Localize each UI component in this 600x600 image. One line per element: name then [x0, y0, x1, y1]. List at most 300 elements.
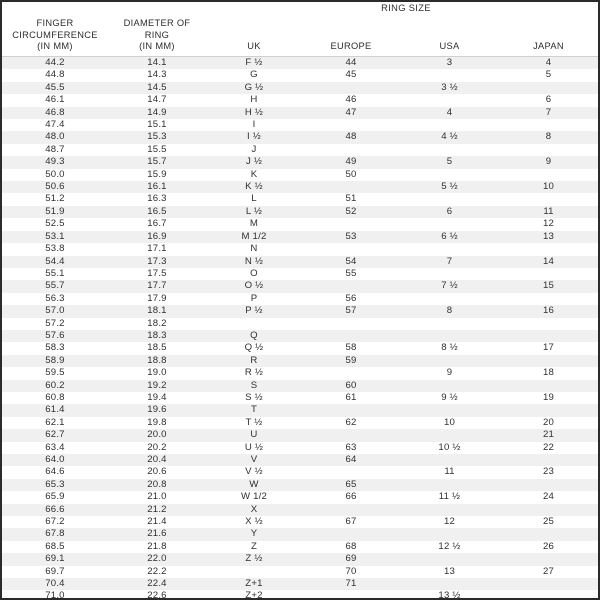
cell-japan: 4	[499, 57, 598, 70]
table-row	[2, 243, 598, 255]
cell-uk: J	[206, 144, 302, 156]
cell-europe	[302, 504, 400, 516]
cell-uk: L ½	[206, 206, 302, 218]
cell-japan: 19	[499, 392, 598, 404]
table-row	[2, 169, 598, 181]
cell-finger-circumference: 53.1	[2, 231, 108, 243]
table-row	[2, 590, 598, 600]
cell-japan: 13	[499, 231, 598, 243]
cell-japan: 14	[499, 256, 598, 268]
cell-finger-circumference: 56.3	[2, 293, 108, 305]
cell-japan: 10	[499, 181, 598, 193]
cell-diameter-of-ring: 21.8	[108, 541, 206, 553]
cell-usa: 5 ½	[400, 181, 499, 193]
cell-europe	[302, 119, 400, 131]
cell-usa: 10	[400, 417, 499, 429]
cell-uk: T ½	[206, 417, 302, 429]
cell-europe: 68	[302, 541, 400, 553]
cell-uk: S ½	[206, 392, 302, 404]
cell-finger-circumference: 48.7	[2, 144, 108, 156]
cell-europe	[302, 528, 400, 540]
table-row	[2, 466, 598, 478]
cell-finger-circumference: 67.2	[2, 516, 108, 528]
cell-europe: 62	[302, 417, 400, 429]
table-row	[2, 504, 598, 516]
cell-japan: 21	[499, 429, 598, 441]
table-row	[2, 429, 598, 441]
cell-europe: 51	[302, 193, 400, 205]
cell-japan: 25	[499, 516, 598, 528]
cell-europe: 63	[302, 442, 400, 454]
cell-europe: 58	[302, 342, 400, 354]
cell-usa: 8 ½	[400, 342, 499, 354]
cell-europe: 67	[302, 516, 400, 528]
cell-finger-circumference: 66.6	[2, 504, 108, 516]
cell-japan	[499, 243, 598, 255]
table-row	[2, 256, 598, 268]
cell-diameter-of-ring: 19.0	[108, 367, 206, 379]
title-band	[2, 2, 598, 15]
cell-europe	[302, 466, 400, 478]
cell-japan	[499, 528, 598, 540]
cell-europe: 70	[302, 566, 400, 578]
cell-japan	[499, 404, 598, 416]
table-row	[2, 305, 598, 317]
cell-finger-circumference: 70.4	[2, 578, 108, 590]
cell-japan: 18	[499, 367, 598, 379]
cell-diameter-of-ring: 20.6	[108, 466, 206, 478]
cell-europe: 53	[302, 231, 400, 243]
cell-finger-circumference: 65.9	[2, 491, 108, 503]
cell-europe	[302, 330, 400, 342]
table-row	[2, 342, 598, 354]
cell-usa	[400, 380, 499, 392]
cell-finger-circumference: 53.8	[2, 243, 108, 255]
cell-europe	[302, 280, 400, 292]
cell-uk: X	[206, 504, 302, 516]
cell-usa: 4	[400, 107, 499, 119]
cell-diameter-of-ring: 21.4	[108, 516, 206, 528]
cell-uk	[206, 566, 302, 578]
table-row	[2, 491, 598, 503]
cell-finger-circumference: 50.6	[2, 181, 108, 193]
cell-uk: O	[206, 268, 302, 280]
column-header-europe	[302, 15, 400, 57]
cell-usa	[400, 94, 499, 106]
table-row	[2, 355, 598, 367]
cell-uk: P	[206, 293, 302, 305]
cell-uk: V	[206, 454, 302, 466]
table-row	[2, 380, 598, 392]
column-header-line: RING	[144, 29, 170, 40]
cell-uk: I ½	[206, 131, 302, 143]
cell-europe	[302, 218, 400, 230]
cell-diameter-of-ring: 16.1	[108, 181, 206, 193]
cell-finger-circumference: 58.3	[2, 342, 108, 354]
cell-uk: P ½	[206, 305, 302, 317]
cell-europe: 71	[302, 578, 400, 590]
cell-usa: 13	[400, 566, 499, 578]
cell-finger-circumference: 45.5	[2, 82, 108, 94]
cell-japan	[499, 144, 598, 156]
cell-usa: 7 ½	[400, 280, 499, 292]
table-row	[2, 218, 598, 230]
cell-uk: Z	[206, 541, 302, 553]
cell-uk: S	[206, 380, 302, 392]
cell-japan: 23	[499, 466, 598, 478]
table-row	[2, 330, 598, 342]
column-header-usa	[400, 15, 499, 57]
cell-europe: 45	[302, 69, 400, 81]
cell-usa: 7	[400, 256, 499, 268]
column-header-finger-circumference	[2, 15, 108, 57]
cell-europe: 66	[302, 491, 400, 503]
cell-finger-circumference: 57.0	[2, 305, 108, 317]
table-row	[2, 57, 598, 70]
column-header-line: JAPAN	[533, 41, 564, 52]
cell-europe	[302, 181, 400, 193]
cell-diameter-of-ring: 22.6	[108, 590, 206, 600]
table-row	[2, 206, 598, 218]
cell-uk: T	[206, 404, 302, 416]
cell-finger-circumference: 55.1	[2, 268, 108, 280]
cell-diameter-of-ring: 16.9	[108, 231, 206, 243]
cell-japan	[499, 193, 598, 205]
column-header-line: CIRCUMFERENCE	[12, 29, 98, 40]
column-header-line: DIAMETER OF	[123, 18, 191, 29]
cell-europe	[302, 590, 400, 600]
cell-japan	[499, 380, 598, 392]
column-header-diameter-of-ring	[108, 15, 206, 57]
cell-diameter-of-ring: 22.4	[108, 578, 206, 590]
cell-diameter-of-ring: 20.8	[108, 479, 206, 491]
cell-uk: G	[206, 69, 302, 81]
cell-europe: 49	[302, 156, 400, 168]
cell-diameter-of-ring: 17.7	[108, 280, 206, 292]
cell-diameter-of-ring: 21.6	[108, 528, 206, 540]
table-row	[2, 231, 598, 243]
cell-diameter-of-ring: 16.3	[108, 193, 206, 205]
cell-usa	[400, 169, 499, 181]
cell-usa: 3	[400, 57, 499, 70]
cell-finger-circumference: 46.1	[2, 94, 108, 106]
cell-uk	[206, 318, 302, 330]
cell-usa: 12 ½	[400, 541, 499, 553]
cell-diameter-of-ring: 18.1	[108, 305, 206, 317]
table-row	[2, 131, 598, 143]
cell-diameter-of-ring: 19.6	[108, 404, 206, 416]
cell-diameter-of-ring: 14.7	[108, 94, 206, 106]
cell-uk: K	[206, 169, 302, 181]
table-row	[2, 578, 598, 590]
cell-finger-circumference: 57.6	[2, 330, 108, 342]
cell-europe: 44	[302, 57, 400, 70]
cell-usa: 5	[400, 156, 499, 168]
table-row	[2, 144, 598, 156]
cell-diameter-of-ring: 17.1	[108, 243, 206, 255]
table-row	[2, 193, 598, 205]
cell-europe: 48	[302, 131, 400, 143]
cell-usa	[400, 243, 499, 255]
cell-uk: W 1/2	[206, 491, 302, 503]
cell-japan: 24	[499, 491, 598, 503]
table-row	[2, 566, 598, 578]
cell-diameter-of-ring: 19.8	[108, 417, 206, 429]
cell-usa	[400, 318, 499, 330]
page-title: RING SIZE	[381, 3, 431, 13]
cell-europe: 52	[302, 206, 400, 218]
cell-japan	[499, 553, 598, 565]
cell-diameter-of-ring: 16.7	[108, 218, 206, 230]
cell-diameter-of-ring: 18.3	[108, 330, 206, 342]
cell-diameter-of-ring: 14.1	[108, 57, 206, 70]
table-row	[2, 82, 598, 94]
cell-uk: R	[206, 355, 302, 367]
cell-europe: 50	[302, 169, 400, 181]
table-row	[2, 553, 598, 565]
cell-usa: 8	[400, 305, 499, 317]
cell-europe	[302, 404, 400, 416]
table-row	[2, 417, 598, 429]
cell-finger-circumference: 69.7	[2, 566, 108, 578]
cell-usa	[400, 355, 499, 367]
cell-usa	[400, 454, 499, 466]
cell-diameter-of-ring: 14.5	[108, 82, 206, 94]
cell-diameter-of-ring: 22.0	[108, 553, 206, 565]
cell-europe: 60	[302, 380, 400, 392]
cell-europe: 65	[302, 479, 400, 491]
cell-japan: 27	[499, 566, 598, 578]
cell-diameter-of-ring: 21.2	[108, 504, 206, 516]
cell-diameter-of-ring: 15.9	[108, 169, 206, 181]
cell-diameter-of-ring: 19.4	[108, 392, 206, 404]
cell-europe: 54	[302, 256, 400, 268]
cell-finger-circumference: 60.8	[2, 392, 108, 404]
cell-europe	[302, 429, 400, 441]
cell-uk: N ½	[206, 256, 302, 268]
cell-usa	[400, 429, 499, 441]
cell-europe	[302, 144, 400, 156]
cell-japan	[499, 590, 598, 600]
cell-usa	[400, 330, 499, 342]
cell-usa	[400, 119, 499, 131]
column-header-japan	[499, 15, 598, 57]
cell-finger-circumference: 54.4	[2, 256, 108, 268]
cell-diameter-of-ring: 14.9	[108, 107, 206, 119]
cell-usa: 12	[400, 516, 499, 528]
cell-uk: J ½	[206, 156, 302, 168]
ring-size-table	[2, 15, 598, 600]
table-row	[2, 516, 598, 528]
cell-diameter-of-ring: 15.3	[108, 131, 206, 143]
cell-europe: 59	[302, 355, 400, 367]
cell-usa: 3 ½	[400, 82, 499, 94]
cell-europe	[302, 367, 400, 379]
cell-finger-circumference: 69.1	[2, 553, 108, 565]
cell-japan: 22	[499, 442, 598, 454]
cell-finger-circumference: 46.8	[2, 107, 108, 119]
cell-usa	[400, 293, 499, 305]
cell-finger-circumference: 64.6	[2, 466, 108, 478]
cell-diameter-of-ring: 17.5	[108, 268, 206, 280]
cell-usa	[400, 578, 499, 590]
cell-uk: U	[206, 429, 302, 441]
cell-japan: 8	[499, 131, 598, 143]
cell-japan	[499, 504, 598, 516]
cell-japan: 17	[499, 342, 598, 354]
cell-finger-circumference: 61.4	[2, 404, 108, 416]
cell-uk: W	[206, 479, 302, 491]
cell-japan	[499, 82, 598, 94]
cell-diameter-of-ring: 21.0	[108, 491, 206, 503]
cell-uk: F ½	[206, 57, 302, 70]
table-row	[2, 541, 598, 553]
cell-finger-circumference: 67.8	[2, 528, 108, 540]
cell-japan: 12	[499, 218, 598, 230]
column-header-line: FINGER	[36, 18, 74, 29]
column-header-line: (IN MM)	[37, 41, 73, 52]
cell-usa: 6 ½	[400, 231, 499, 243]
cell-uk: M 1/2	[206, 231, 302, 243]
cell-japan: 16	[499, 305, 598, 317]
cell-usa: 9	[400, 367, 499, 379]
cell-finger-circumference: 65.3	[2, 479, 108, 491]
cell-diameter-of-ring: 18.2	[108, 318, 206, 330]
table-row	[2, 528, 598, 540]
table-header	[2, 15, 598, 57]
column-header-line: (IN MM)	[139, 41, 175, 52]
cell-uk: Q ½	[206, 342, 302, 354]
cell-europe: 46	[302, 94, 400, 106]
cell-uk: O ½	[206, 280, 302, 292]
cell-japan	[499, 318, 598, 330]
cell-usa	[400, 193, 499, 205]
cell-finger-circumference: 59.5	[2, 367, 108, 379]
cell-finger-circumference: 68.5	[2, 541, 108, 553]
cell-diameter-of-ring: 17.9	[108, 293, 206, 305]
cell-uk: N	[206, 243, 302, 255]
cell-usa	[400, 268, 499, 280]
cell-uk: Z ½	[206, 553, 302, 565]
table-row	[2, 479, 598, 491]
cell-finger-circumference: 58.9	[2, 355, 108, 367]
cell-usa	[400, 69, 499, 81]
cell-europe: 69	[302, 553, 400, 565]
cell-usa	[400, 479, 499, 491]
table-row	[2, 181, 598, 193]
cell-usa	[400, 504, 499, 516]
column-header-line: USA	[439, 41, 460, 52]
cell-diameter-of-ring: 20.0	[108, 429, 206, 441]
cell-japan: 7	[499, 107, 598, 119]
cell-japan	[499, 330, 598, 342]
cell-finger-circumference: 44.8	[2, 69, 108, 81]
cell-finger-circumference: 71.0	[2, 590, 108, 600]
cell-finger-circumference: 48.0	[2, 131, 108, 143]
cell-japan: 5	[499, 69, 598, 81]
cell-europe: 55	[302, 268, 400, 280]
cell-usa: 9 ½	[400, 392, 499, 404]
cell-diameter-of-ring: 16.5	[108, 206, 206, 218]
cell-europe: 61	[302, 392, 400, 404]
cell-uk: U ½	[206, 442, 302, 454]
cell-japan	[499, 169, 598, 181]
header-row	[2, 15, 598, 57]
cell-finger-circumference: 62.1	[2, 417, 108, 429]
cell-japan: 9	[499, 156, 598, 168]
cell-japan	[499, 355, 598, 367]
cell-finger-circumference: 52.5	[2, 218, 108, 230]
cell-japan	[499, 293, 598, 305]
cell-uk: V ½	[206, 466, 302, 478]
table-body	[2, 57, 598, 600]
column-header-line: EUROPE	[330, 41, 372, 52]
cell-europe: 56	[302, 293, 400, 305]
cell-finger-circumference: 62.7	[2, 429, 108, 441]
table-row	[2, 69, 598, 81]
table-row	[2, 454, 598, 466]
table-row	[2, 94, 598, 106]
cell-japan	[499, 479, 598, 491]
column-header-line: UK	[247, 41, 261, 52]
cell-diameter-of-ring: 15.1	[108, 119, 206, 131]
cell-finger-circumference: 64.0	[2, 454, 108, 466]
cell-diameter-of-ring: 22.2	[108, 566, 206, 578]
cell-diameter-of-ring: 19.2	[108, 380, 206, 392]
table-row	[2, 442, 598, 454]
cell-japan: 20	[499, 417, 598, 429]
cell-uk: I	[206, 119, 302, 131]
table-row	[2, 404, 598, 416]
cell-japan: 15	[499, 280, 598, 292]
cell-uk: G ½	[206, 82, 302, 94]
cell-finger-circumference: 55.7	[2, 280, 108, 292]
table-row	[2, 107, 598, 119]
cell-usa: 13 ½	[400, 590, 499, 600]
cell-uk: Z+2	[206, 590, 302, 600]
cell-europe	[302, 318, 400, 330]
cell-japan	[499, 268, 598, 280]
cell-uk: R ½	[206, 367, 302, 379]
cell-diameter-of-ring: 15.5	[108, 144, 206, 156]
cell-uk: Y	[206, 528, 302, 540]
cell-japan	[499, 578, 598, 590]
cell-diameter-of-ring: 20.4	[108, 454, 206, 466]
cell-diameter-of-ring: 18.8	[108, 355, 206, 367]
cell-europe: 64	[302, 454, 400, 466]
table-row	[2, 392, 598, 404]
cell-diameter-of-ring: 17.3	[108, 256, 206, 268]
table-row	[2, 156, 598, 168]
cell-usa	[400, 528, 499, 540]
cell-finger-circumference: 51.9	[2, 206, 108, 218]
cell-diameter-of-ring: 15.7	[108, 156, 206, 168]
cell-usa: 11	[400, 466, 499, 478]
cell-diameter-of-ring: 18.5	[108, 342, 206, 354]
cell-uk: Q	[206, 330, 302, 342]
cell-finger-circumference: 44.2	[2, 57, 108, 70]
cell-usa: 10 ½	[400, 442, 499, 454]
cell-uk: X ½	[206, 516, 302, 528]
cell-europe: 47	[302, 107, 400, 119]
cell-finger-circumference: 57.2	[2, 318, 108, 330]
cell-uk: Z+1	[206, 578, 302, 590]
cell-finger-circumference: 51.2	[2, 193, 108, 205]
cell-europe: 57	[302, 305, 400, 317]
cell-finger-circumference: 50.0	[2, 169, 108, 181]
table-row	[2, 367, 598, 379]
cell-finger-circumference: 60.2	[2, 380, 108, 392]
